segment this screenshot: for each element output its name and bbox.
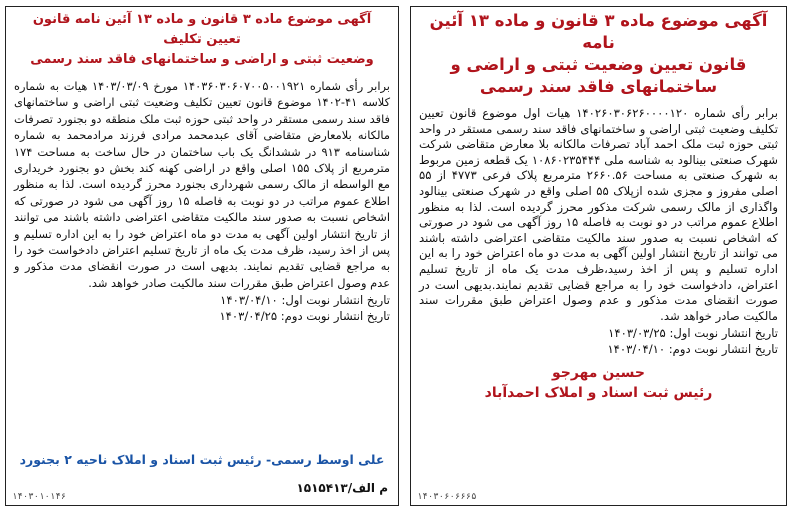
date-second: تاریخ انتشار نوبت دوم: ۱۴۰۳/۰۴/۱۰	[607, 342, 778, 357]
title-line: وضعیت ثبتی و اراضی و ساختمانهای فاقد سند رسمی	[30, 52, 374, 67]
title-line: قانون تعیین وضعیت ثبتی و اراضی و	[450, 55, 747, 74]
notice-right	[410, 6, 787, 506]
signer-name: حسین مهرجو	[551, 365, 645, 382]
date-first: تاریخ انتشار نوبت اول: ۱۴۰۳/۰۴/۱۰	[220, 293, 390, 308]
notice-body: برابر رأی شماره ۱۴۰۳۶۰۳۰۶۰۷۰۰۵۰۰۱۹۲۱ مورخ ۱۴۰۳/۰۳/۰۹ هیات به شماره کلاسه ۴۱-۱۴۰۲ موضوع قانون تعیین تکلیف وضعیت ثبتی اراضی و ساختمانهای فاقد سند رسمی مستقر در واحد ثبتی حوزه ثبت ملک منطقه دو بجنورد تصرفات مالکانه بلامعارض متقاضی آقای عبدمحمد مرادی فرزند مرادمحمد به شماره شناسنامه ۹۱۳ در ششدانگ یک باب ساختمان در حال ساخت به مساحت ۱۷۴ مترمربع از پلاک ۱۵۵ اصلی واقع در اراضی کهنه کند بخش دو بجنورد خریداری مع الواسطه از مالک رسمی شهرداری بجنورد محرز گردیده است. لذا به منظور اطلاع عموم مراتب در دو نوبت به فاصله ۱۵ روز آگهی می شود در صورتی که اشخاص نسبت به صدور سند مالکیت متقاضی اعتراضی داشته باشند می توانند از تاریخ انتشار اولین آگهی به مدت دو ماه اعتراض خود را به این اداره تسلیم و پس از اخذ رسید، ظرف مدت یک ماه از تاریخ تسلیم اعتراض دادخواست خود را به مراجع قضایی تقدیم نمایند. بدیهی است در صورت انقضای مدت مذکور و عدم وصول اعتراض طبق مقررات سند مالکیت صادر خواهد شد.	[14, 79, 390, 290]
publication-dates	[411, 325, 786, 357]
publication-dates	[6, 292, 398, 324]
date-second: تاریخ انتشار نوبت دوم: ۱۴۰۳/۰۴/۲۵	[219, 309, 390, 324]
title-line: ساختمانهای فاقد سند رسمی	[479, 77, 718, 96]
notice-body: برابر رأی شماره ۱۴۰۲۶۰۳۰۶۲۶۰۰۰۰۱۲۰ هیات اول موضوع قانون تعیین تکلیف وضعیت ثبتی اراضی و ساختمانهای فاقد سند رسمی مستقر در واحد ثبتی حوزه ثبت ملک احمد آباد تصرفات مالکانه بلا معارض متقاضی شرکت شهرک صنعتی بینالود به شناسه ملی ۱۰۸۶۰۲۳۵۴۴۴ یک قطعه زمین مربوط به شهرک صنعتی به مساحت ۲۶۶۰.۵۶ مترمربع پلاک فرعی ۴۷۷۳ از ۵۵ اصلی مفروز و مجزی شده ازپلاک ۵۵ اصلی واقع در شهرک صنعتی بینالود واگذاری از مالک رسمی شرکت مذکور محرز گردیده است. لذا به منظور اطلاع عموم مراتب در دو نوبت به فاصله ۱۵ روز آگهی می شود در صورتی که اشخاص نسبت به صدور سند مالکیت متقاضی اعتراضی داشته باشند می توانند از تاریخ انتشار اولین آگهی به مدت دو ماه اعتراض خود را به این اداره تسلیم و پس از اخذ رسید،ظرف مدت یک ماه از تاریخ تسلیم اعتراض، دادخواست خود را به مراجع قضایی تقدیم نمایند.بدیهی است در صورت انقضای مدت مذکور و عدم وصول اعتراض طبق مقررات سند مالکیت صادر خواهد شد.	[419, 106, 779, 323]
signer-title: رئیس ثبت اسناد و املاک احمدآباد	[484, 385, 713, 402]
title-line: آگهی موضوع ماده ۳ قانون و ماده ۱۳ آئین نامه قانون تعیین تکلیف	[32, 12, 372, 47]
reference-number: م الف/۱۵۱۵۴۱۳	[296, 481, 388, 495]
date-first: تاریخ انتشار نوبت اول: ۱۴۰۳/۰۳/۲۵	[608, 326, 778, 341]
title-line: آگهی موضوع ماده ۳ قانون و ماده ۱۳ آئین نامه	[429, 11, 768, 52]
notice-left	[5, 6, 399, 506]
notice-title	[411, 7, 786, 98]
notice-title	[6, 7, 398, 70]
notice-code: ۱۴۰۳۰۶۰۶۶۶۵	[417, 492, 477, 502]
signer: علی اوسط رسمی- رئیس ثبت اسناد و املاک ناحیه ۲ بجنورد	[19, 452, 385, 467]
notice-code: ۱۴۰۳۰۱۰۱۴۶	[12, 492, 67, 502]
